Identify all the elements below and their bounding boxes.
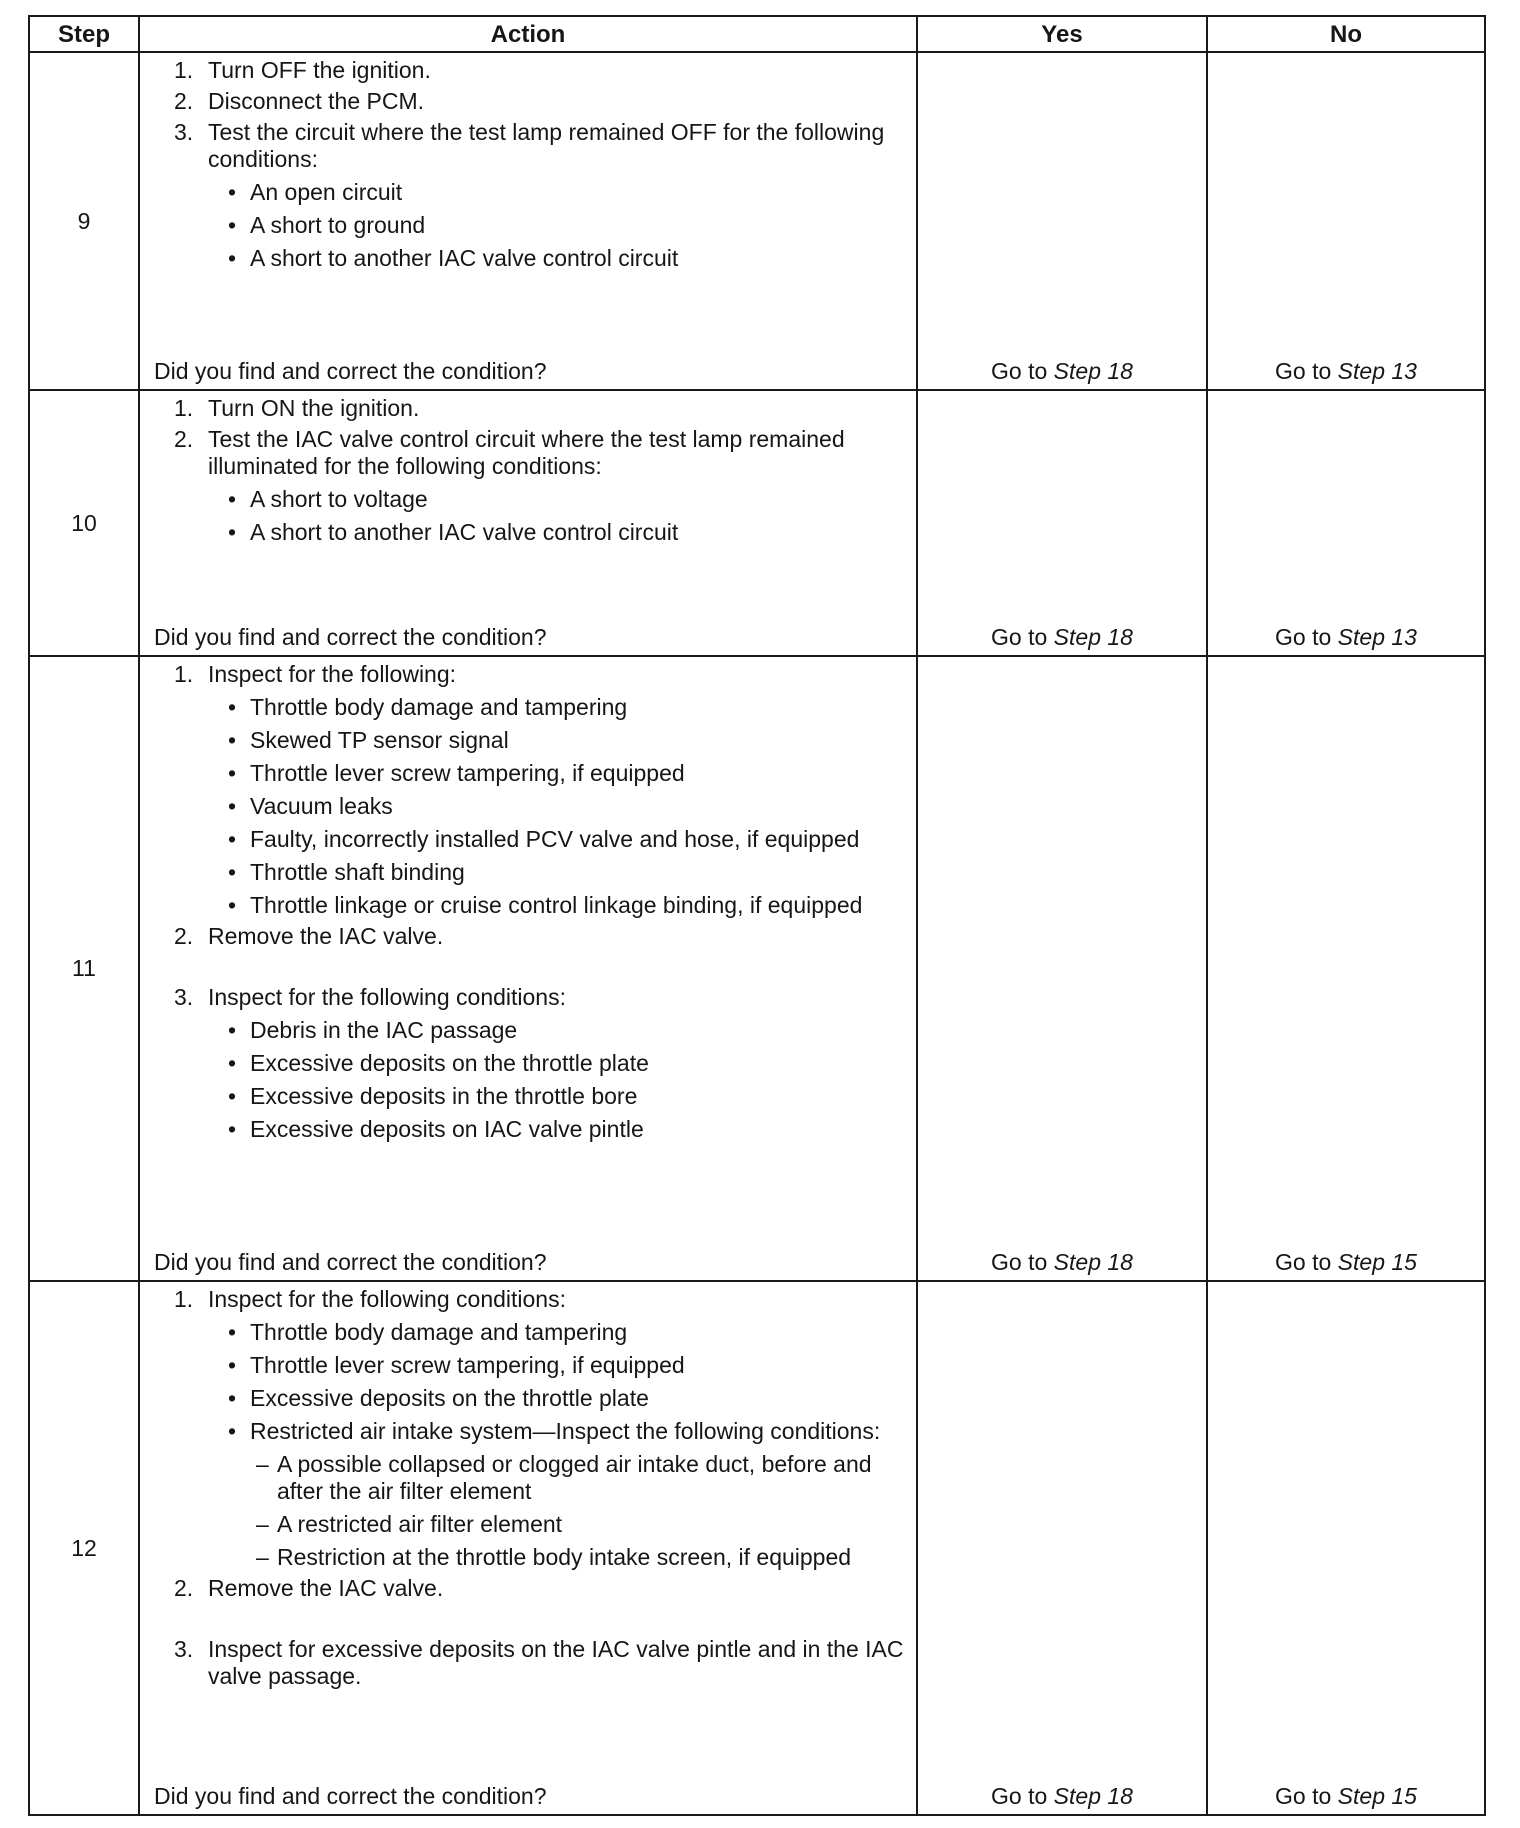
header-row [29, 16, 1485, 52]
dash-item: – Restriction at the throttle body intake screen, if equipped [154, 1544, 906, 1571]
step-row-9 [29, 52, 1485, 390]
action-item: 2. Test the IAC valve control circuit where the test lamp remained illuminated for the following conditions: [174, 426, 845, 479]
bullet-item: • Vacuum leaks [154, 793, 906, 820]
decision-question: Did you find and correct the condition? [154, 358, 547, 384]
no-result: Go to Step 15 [1207, 656, 1485, 1281]
action-item: 3. Inspect for excessive deposits on the IAC valve pintle and in the IAC valve passage. [174, 1636, 904, 1689]
action-item: 1. Turn ON the ignition. [174, 395, 420, 421]
step-row-10 [29, 390, 1485, 656]
yes-step-ref: Step 18 [1053, 624, 1133, 650]
procedure-page [28, 15, 1484, 1816]
bullet-item: • Throttle body damage and tampering [154, 1319, 906, 1346]
bullet-item: • Excessive deposits on IAC valve pintle [154, 1116, 906, 1143]
decision-question: Did you find and correct the condition? [154, 1783, 547, 1809]
yes-step-ref: Step 18 [1053, 1249, 1133, 1275]
no-step-ref: Step 15 [1337, 1249, 1417, 1275]
action-cell [139, 52, 917, 390]
no-result: Go to Step 15 [1207, 1281, 1485, 1815]
yes-result: Go to Step 18 [917, 52, 1207, 390]
yes-result: Go to Step 18 [917, 1281, 1207, 1815]
no-result: Go to Step 13 [1207, 390, 1485, 656]
bullet-item: • Throttle shaft binding [154, 859, 906, 886]
action-item: 2. Remove the IAC valve. [174, 923, 444, 949]
header-action: Action [139, 16, 917, 52]
action-item: 3. Inspect for the following conditions: [174, 984, 566, 1010]
yes-result: Go to Step 18 [917, 390, 1207, 656]
bullet-item: • Throttle lever screw tampering, if equipped [154, 760, 906, 787]
bullet-item: • A short to another IAC valve control circuit [154, 245, 906, 272]
action-cell [139, 656, 917, 1281]
bullet-item: • A short to another IAC valve control circuit [154, 519, 906, 546]
yes-step-ref: Step 18 [1053, 358, 1133, 384]
bullet-item: • A short to voltage [154, 486, 906, 513]
bullet-item: • Excessive deposits on the throttle plate [154, 1050, 906, 1077]
bullet-item: • Debris in the IAC passage [154, 1017, 906, 1044]
action-item: 1. Inspect for the following: [174, 661, 457, 687]
yes-result: Go to Step 18 [917, 656, 1207, 1281]
bullet-item: • Faulty, incorrectly installed PCV valve and hose, if equipped [154, 826, 906, 853]
action-cell [139, 1281, 917, 1815]
yes-step-ref: Step 18 [1053, 1783, 1133, 1809]
action-item: 2. Remove the IAC valve. [174, 1575, 444, 1601]
step-row-11 [29, 656, 1485, 1281]
step-number: 12 [29, 1281, 139, 1815]
step-row-12 [29, 1281, 1485, 1815]
bullet-item: • Excessive deposits on the throttle plate [154, 1385, 906, 1412]
action-item: 1. Inspect for the following conditions: [174, 1286, 566, 1312]
step-number: 11 [29, 656, 139, 1281]
bullet-item: • Throttle linkage or cruise control linkage binding, if equipped [154, 892, 906, 919]
step-number: 10 [29, 390, 139, 656]
bullet-item: • Throttle lever screw tampering, if equipped [154, 1352, 906, 1379]
no-result: Go to Step 13 [1207, 52, 1485, 390]
bullet-item: • A short to ground [154, 212, 906, 239]
bullet-item: • Excessive deposits in the throttle bore [154, 1083, 906, 1110]
no-step-ref: Step 15 [1337, 1783, 1417, 1809]
dash-item: – A restricted air filter element [154, 1511, 906, 1538]
diagnostic-table [28, 15, 1486, 1816]
step-number: 9 [29, 52, 139, 390]
dash-item: – A possible collapsed or clogged air intake duct, before and after the air filter element [154, 1451, 906, 1505]
action-item: 2. Disconnect the PCM. [174, 88, 425, 114]
decision-question: Did you find and correct the condition? [154, 624, 547, 650]
no-step-ref: Step 13 [1337, 358, 1417, 384]
bullet-item: • Throttle body damage and tampering [154, 694, 906, 721]
action-cell [139, 390, 917, 656]
decision-question: Did you find and correct the condition? [154, 1249, 547, 1275]
action-item: 3. Test the circuit where the test lamp remained OFF for the following conditions: [174, 119, 885, 172]
header-step: Step [29, 16, 139, 52]
header-yes: Yes [917, 16, 1207, 52]
header-no: No [1207, 16, 1485, 52]
bullet-item: • An open circuit [154, 179, 906, 206]
no-step-ref: Step 13 [1337, 624, 1417, 650]
action-item: 1. Turn OFF the ignition. [174, 57, 431, 83]
bullet-item: • Restricted air intake system—Inspect the following conditions: [154, 1418, 906, 1445]
bullet-item: • Skewed TP sensor signal [154, 727, 906, 754]
